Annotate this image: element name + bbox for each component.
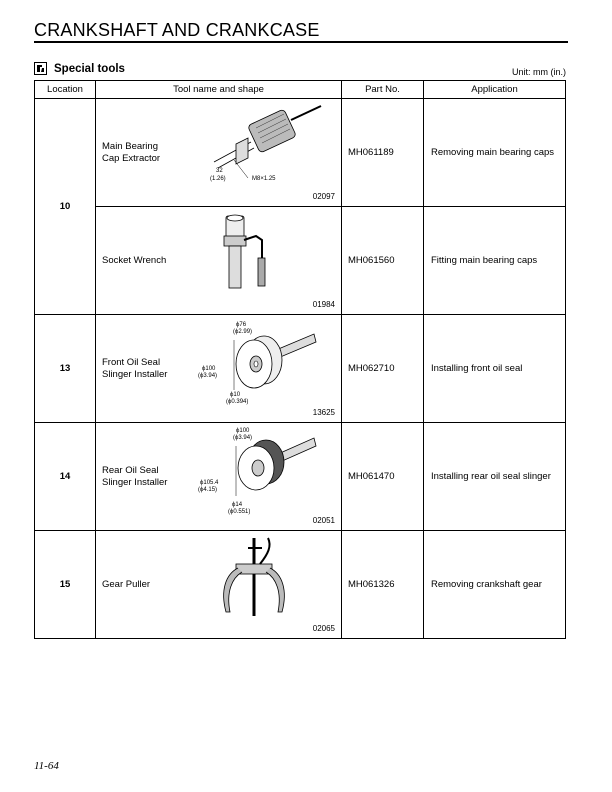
application-text: Fitting main bearing caps [424, 207, 566, 315]
application-text: Installing front oil seal [424, 315, 566, 423]
dim-label: M8×1.25 [252, 176, 276, 182]
page-number: 11-64 [34, 760, 59, 772]
part-number: MH061189 [342, 99, 424, 207]
header-application: Application [424, 81, 566, 99]
dim-label: ϕ100 [236, 428, 250, 434]
dim-label: ϕ76 [236, 322, 247, 328]
special-tools-table [34, 80, 566, 639]
dim-label: ϕ14 [232, 502, 243, 508]
table-row [35, 315, 566, 423]
part-number: MH062710 [342, 315, 424, 423]
dim-label: 32 [216, 168, 223, 174]
figure-code: 02051 [312, 516, 335, 525]
figure-code: 02097 [312, 192, 335, 201]
table-row [35, 99, 566, 207]
table-row [35, 531, 566, 639]
gear-puller-figure [196, 534, 336, 624]
location-cell: 15 [35, 531, 96, 639]
dim-label: ϕ100 [202, 366, 216, 372]
table-header-row [35, 81, 566, 99]
dim-label: (ϕ3.94) [233, 435, 253, 441]
tool-name: Main Bearing Cap Extractor [102, 140, 161, 164]
figure-code: 13625 [312, 408, 335, 417]
dim-label: (1.26) [210, 176, 226, 182]
tool-cell [96, 423, 342, 531]
dim-label: ϕ105.4 [200, 480, 219, 486]
location-cell: 14 [35, 423, 96, 531]
tool-cell [96, 207, 342, 315]
application-text: Removing crankshaft gear [424, 531, 566, 639]
header-part: Part No. [342, 81, 424, 99]
dim-label: (ϕ2.99) [233, 329, 253, 335]
part-number: MH061470 [342, 423, 424, 531]
figure-code: 01984 [312, 300, 335, 309]
dim-label: (ϕ3.94) [198, 373, 218, 379]
part-number: MH061326 [342, 531, 424, 639]
location-cell: 10 [35, 99, 96, 315]
part-number: MH061560 [342, 207, 424, 315]
tool-cell [96, 315, 342, 423]
table-row [35, 207, 566, 315]
tool-name: Socket Wrench [102, 254, 167, 266]
table-row [35, 423, 566, 531]
socket-wrench-figure [196, 210, 336, 300]
section-title: Special tools [54, 62, 125, 75]
tool-name: Gear Puller [102, 578, 151, 590]
unit-note: Unit: mm (in.) [512, 67, 566, 77]
dim-label: (ϕ0.394) [226, 399, 249, 405]
rear-seal-installer-figure [196, 426, 336, 516]
dim-label: ϕ10 [230, 392, 241, 398]
tool-name: Rear Oil Seal Slinger Installer [102, 464, 168, 488]
special-tools-icon [34, 62, 47, 75]
figure-code: 02065 [312, 624, 335, 633]
bearing-cap-extractor-figure [196, 102, 336, 192]
tool-cell [96, 531, 342, 639]
section-heading [34, 62, 125, 75]
page-title: CRANKSHAFT AND CRANKCASE [34, 20, 320, 40]
application-text: Removing main bearing caps [424, 99, 566, 207]
header-tool: Tool name and shape [96, 81, 342, 99]
tool-cell [96, 99, 342, 207]
tool-name: Front Oil Seal Slinger Installer [102, 356, 168, 380]
front-seal-installer-figure [196, 318, 336, 408]
application-text: Installing rear oil seal slinger [424, 423, 566, 531]
header-location: Location [35, 81, 96, 99]
location-cell: 13 [35, 315, 96, 423]
dim-label: (ϕ0.551) [228, 509, 251, 515]
dim-label: (ϕ4.15) [198, 487, 218, 493]
title-rule [34, 41, 568, 43]
